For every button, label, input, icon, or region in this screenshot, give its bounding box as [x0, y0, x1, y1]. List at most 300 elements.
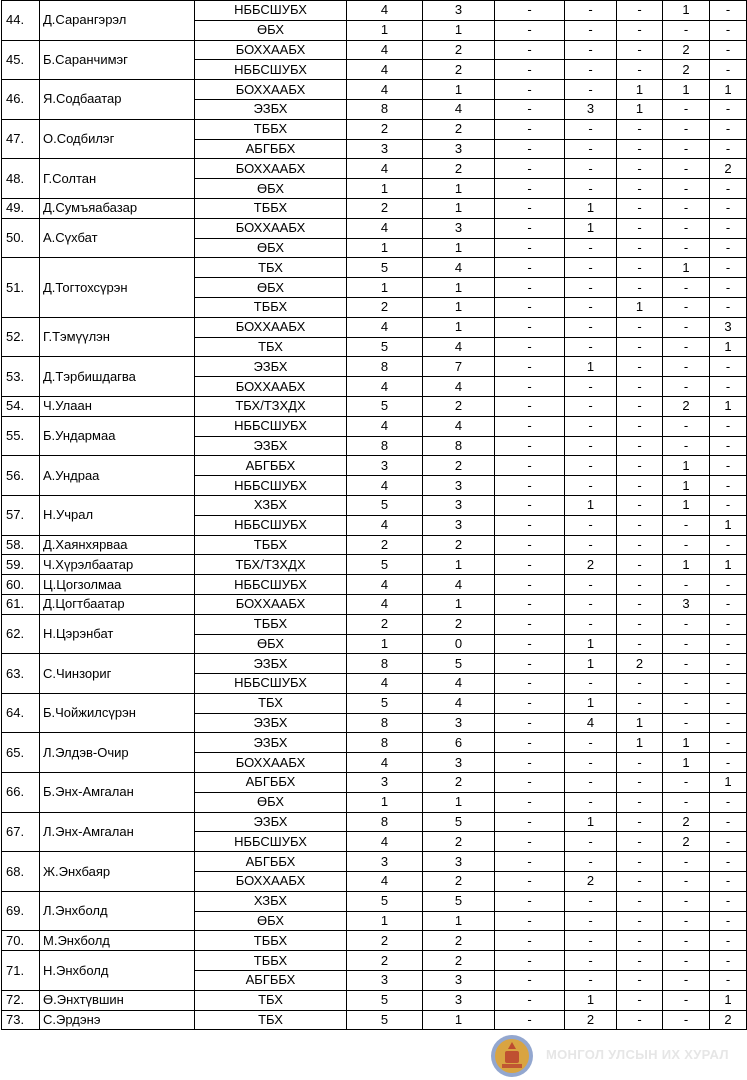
value-cell: - [495, 198, 565, 218]
value-cell: - [565, 238, 617, 258]
value-cell: - [710, 278, 747, 298]
value-cell: - [495, 357, 565, 377]
member-name: Д.Цогтбаатар [40, 594, 195, 614]
value-cell: - [663, 891, 710, 911]
value-cell: 2 [347, 614, 423, 634]
member-name: Д.Хаянхярваа [40, 535, 195, 555]
value-cell: 4 [423, 377, 495, 397]
table-row [2, 931, 747, 951]
value-cell: - [565, 852, 617, 872]
member-name: Н.Учрал [40, 495, 195, 535]
member-name: О.Содбилэг [40, 119, 195, 159]
value-cell: - [565, 594, 617, 614]
table-row [2, 575, 747, 595]
value-cell: 1 [423, 317, 495, 337]
value-cell: - [617, 377, 663, 397]
value-cell: - [663, 792, 710, 812]
value-cell: 1 [710, 337, 747, 357]
value-cell: - [617, 20, 663, 40]
committee-cell: БОХХААБХ [195, 872, 347, 892]
value-cell: - [710, 693, 747, 713]
value-cell: - [495, 238, 565, 258]
value-cell: 1 [423, 238, 495, 258]
member-name: Ч.Хүрэлбаатар [40, 555, 195, 575]
committee-cell: ТБХ [195, 258, 347, 278]
value-cell: 1 [710, 555, 747, 575]
value-cell: - [710, 297, 747, 317]
value-cell: 2 [565, 555, 617, 575]
member-name: Ч.Улаан [40, 396, 195, 416]
value-cell: 3 [347, 852, 423, 872]
row-number: 56. [2, 456, 40, 496]
table-row [2, 891, 747, 911]
value-cell: - [565, 971, 617, 991]
value-cell: - [495, 792, 565, 812]
row-number: 47. [2, 119, 40, 159]
value-cell: 4 [347, 416, 423, 436]
value-cell: 5 [347, 1010, 423, 1030]
value-cell: 5 [347, 693, 423, 713]
committee-cell: АБГББХ [195, 139, 347, 159]
value-cell: 8 [347, 654, 423, 674]
value-cell: 1 [617, 297, 663, 317]
value-cell: 1 [663, 555, 710, 575]
value-cell: - [617, 258, 663, 278]
committee-cell: ТББХ [195, 931, 347, 951]
value-cell: 1 [617, 99, 663, 119]
row-number: 70. [2, 931, 40, 951]
value-cell: 3 [423, 713, 495, 733]
member-name: Н.Цэрэнбат [40, 614, 195, 654]
value-cell: - [710, 377, 747, 397]
value-cell: 4 [347, 159, 423, 179]
value-cell: - [495, 456, 565, 476]
value-cell: - [565, 753, 617, 773]
value-cell: 5 [423, 891, 495, 911]
value-cell: - [617, 139, 663, 159]
committee-cell: БОХХААБХ [195, 317, 347, 337]
row-number: 52. [2, 317, 40, 357]
committee-cell: ӨБХ [195, 911, 347, 931]
member-name: М.Энхболд [40, 931, 195, 951]
value-cell: - [565, 436, 617, 456]
value-cell: - [710, 179, 747, 199]
row-number: 53. [2, 357, 40, 397]
value-cell: 1 [710, 773, 747, 793]
row-number: 49. [2, 198, 40, 218]
committee-cell: ЭЗБХ [195, 733, 347, 753]
value-cell: - [663, 179, 710, 199]
value-cell: 1 [423, 80, 495, 100]
value-cell: - [710, 357, 747, 377]
committee-cell: НББСШУБХ [195, 575, 347, 595]
value-cell: 4 [347, 515, 423, 535]
value-cell: - [663, 119, 710, 139]
value-cell: - [617, 753, 663, 773]
table-row [2, 80, 747, 100]
value-cell: - [617, 396, 663, 416]
committee-cell: ӨБХ [195, 179, 347, 199]
value-cell: - [565, 416, 617, 436]
state-emblem-icon [490, 1034, 534, 1078]
value-cell: - [565, 792, 617, 812]
table-row [2, 258, 747, 278]
value-cell: 1 [565, 357, 617, 377]
value-cell: - [617, 792, 663, 812]
value-cell: - [663, 674, 710, 694]
value-cell: - [495, 891, 565, 911]
value-cell: - [710, 594, 747, 614]
value-cell: 1 [423, 555, 495, 575]
value-cell: - [663, 693, 710, 713]
value-cell: 4 [347, 377, 423, 397]
value-cell: 1 [565, 654, 617, 674]
committee-cell: НББСШУБХ [195, 1, 347, 21]
value-cell: - [617, 238, 663, 258]
value-cell: 1 [347, 179, 423, 199]
value-cell: - [495, 990, 565, 1010]
value-cell: - [617, 693, 663, 713]
value-cell: - [495, 396, 565, 416]
value-cell: 1 [347, 20, 423, 40]
value-cell: - [565, 535, 617, 555]
value-cell: - [617, 416, 663, 436]
committee-cell: БОХХААБХ [195, 80, 347, 100]
value-cell: - [565, 337, 617, 357]
value-cell: 1 [565, 693, 617, 713]
value-cell: - [710, 476, 747, 496]
value-cell: - [565, 515, 617, 535]
row-number: 58. [2, 535, 40, 555]
value-cell: - [710, 495, 747, 515]
value-cell: - [710, 891, 747, 911]
value-cell: 1 [423, 278, 495, 298]
value-cell: - [663, 99, 710, 119]
member-name: Л.Элдэв-Очир [40, 733, 195, 773]
table-row [2, 198, 747, 218]
value-cell: - [617, 476, 663, 496]
value-cell: - [710, 119, 747, 139]
value-cell: - [495, 1, 565, 21]
value-cell: 1 [565, 634, 617, 654]
value-cell: - [495, 377, 565, 397]
value-cell: 5 [347, 990, 423, 1010]
committee-cell: ХЗБХ [195, 495, 347, 515]
value-cell: 3 [423, 852, 495, 872]
value-cell: - [565, 891, 617, 911]
value-cell: - [617, 971, 663, 991]
value-cell: - [495, 60, 565, 80]
value-cell: 4 [347, 575, 423, 595]
value-cell: 1 [663, 753, 710, 773]
value-cell: - [617, 337, 663, 357]
value-cell: 1 [663, 733, 710, 753]
value-cell: - [565, 456, 617, 476]
value-cell: 8 [347, 436, 423, 456]
value-cell: 2 [617, 654, 663, 674]
value-cell: 1 [347, 911, 423, 931]
value-cell: 5 [347, 396, 423, 416]
value-cell: 1 [617, 733, 663, 753]
value-cell: - [495, 832, 565, 852]
row-number: 69. [2, 891, 40, 931]
table-row [2, 852, 747, 872]
value-cell: 4 [423, 416, 495, 436]
value-cell: - [663, 575, 710, 595]
table-row [2, 693, 747, 713]
value-cell: - [495, 20, 565, 40]
member-name: Б.Энх-Амгалан [40, 773, 195, 813]
value-cell: 4 [347, 80, 423, 100]
value-cell: 2 [423, 456, 495, 476]
table-row [2, 159, 747, 179]
value-cell: 2 [565, 1010, 617, 1030]
committee-cell: АБГББХ [195, 456, 347, 476]
value-cell: - [710, 60, 747, 80]
value-cell: 8 [347, 733, 423, 753]
value-cell: 1 [423, 179, 495, 199]
value-cell: - [565, 674, 617, 694]
committee-cell: НББСШУБХ [195, 416, 347, 436]
value-cell: - [663, 159, 710, 179]
value-cell: 4 [423, 674, 495, 694]
value-cell: - [663, 297, 710, 317]
value-cell: - [617, 990, 663, 1010]
value-cell: 4 [347, 218, 423, 238]
value-cell: 3 [347, 971, 423, 991]
value-cell: 3 [423, 1, 495, 21]
value-cell: - [565, 317, 617, 337]
value-cell: 4 [423, 258, 495, 278]
value-cell: - [495, 911, 565, 931]
value-cell: - [495, 535, 565, 555]
value-cell: - [710, 535, 747, 555]
value-cell: - [495, 99, 565, 119]
table-row [2, 654, 747, 674]
committee-cell: ЭЗБХ [195, 436, 347, 456]
value-cell: - [565, 733, 617, 753]
value-cell: 1 [617, 80, 663, 100]
row-number: 59. [2, 555, 40, 575]
value-cell: - [495, 654, 565, 674]
committee-cell: ЭЗБХ [195, 713, 347, 733]
value-cell: 2 [423, 119, 495, 139]
committee-cell: НББСШУБХ [195, 476, 347, 496]
value-cell: - [495, 139, 565, 159]
value-cell: - [617, 317, 663, 337]
value-cell: - [617, 931, 663, 951]
value-cell: - [495, 872, 565, 892]
value-cell: - [495, 674, 565, 694]
value-cell: - [565, 911, 617, 931]
value-cell: - [565, 80, 617, 100]
value-cell: 4 [347, 594, 423, 614]
member-name: А.Сүхбат [40, 218, 195, 258]
value-cell: - [710, 753, 747, 773]
value-cell: 3 [423, 495, 495, 515]
value-cell: 2 [423, 535, 495, 555]
value-cell: - [710, 99, 747, 119]
value-cell: 4 [347, 317, 423, 337]
value-cell: 1 [423, 198, 495, 218]
value-cell: - [565, 278, 617, 298]
value-cell: 1 [663, 476, 710, 496]
committee-cell: ЭЗБХ [195, 812, 347, 832]
value-cell: - [495, 218, 565, 238]
value-cell: 0 [423, 634, 495, 654]
value-cell: - [710, 852, 747, 872]
committee-cell: ӨБХ [195, 278, 347, 298]
member-name: Ө.Энхтүвшин [40, 990, 195, 1010]
value-cell: 2 [663, 60, 710, 80]
committee-cell: ТБХ [195, 693, 347, 713]
table-row [2, 1010, 747, 1030]
table-row [2, 218, 747, 238]
table-row [2, 555, 747, 575]
committee-cell: ТБХ/ТЗХДХ [195, 555, 347, 575]
value-cell: 1 [347, 238, 423, 258]
value-cell: - [663, 436, 710, 456]
row-number: 48. [2, 159, 40, 199]
value-cell: 8 [347, 812, 423, 832]
value-cell: 4 [347, 1, 423, 21]
value-cell: - [565, 951, 617, 971]
member-name: Б.Ундармаа [40, 416, 195, 456]
row-number: 51. [2, 258, 40, 317]
row-number: 46. [2, 80, 40, 120]
value-cell: 2 [347, 951, 423, 971]
value-cell: - [617, 278, 663, 298]
value-cell: 3 [423, 515, 495, 535]
value-cell: - [710, 258, 747, 278]
value-cell: 1 [423, 792, 495, 812]
attendance-table [1, 0, 747, 1030]
value-cell: 1 [423, 911, 495, 931]
row-number: 55. [2, 416, 40, 456]
value-cell: 2 [347, 297, 423, 317]
value-cell: 1 [710, 990, 747, 1010]
table-row [2, 416, 747, 436]
value-cell: - [617, 773, 663, 793]
value-cell: 4 [347, 60, 423, 80]
value-cell: 4 [423, 693, 495, 713]
value-cell: 1 [347, 278, 423, 298]
row-number: 68. [2, 852, 40, 892]
value-cell: - [495, 278, 565, 298]
value-cell: - [663, 654, 710, 674]
value-cell: - [663, 951, 710, 971]
value-cell: - [495, 971, 565, 991]
value-cell: - [495, 753, 565, 773]
committee-cell: ТББХ [195, 951, 347, 971]
value-cell: - [495, 179, 565, 199]
value-cell: 2 [347, 931, 423, 951]
value-cell: 5 [347, 555, 423, 575]
table-row [2, 456, 747, 476]
value-cell: 2 [423, 872, 495, 892]
value-cell: - [495, 119, 565, 139]
value-cell: - [495, 258, 565, 278]
value-cell: - [565, 614, 617, 634]
committee-cell: ТБХ/ТЗХДХ [195, 396, 347, 416]
value-cell: - [710, 911, 747, 931]
value-cell: - [663, 614, 710, 634]
value-cell: - [565, 377, 617, 397]
member-name: Д.Сарангэрэл [40, 1, 195, 41]
value-cell: - [565, 179, 617, 199]
row-number: 50. [2, 218, 40, 258]
value-cell: 3 [663, 594, 710, 614]
committee-cell: НББСШУБХ [195, 674, 347, 694]
member-name: Н.Энхболд [40, 951, 195, 991]
value-cell: 2 [663, 396, 710, 416]
value-cell: 2 [423, 773, 495, 793]
value-cell: 2 [347, 535, 423, 555]
value-cell: - [663, 1010, 710, 1030]
table-row [2, 317, 747, 337]
value-cell: - [617, 634, 663, 654]
committee-cell: ТБХ [195, 990, 347, 1010]
value-cell: - [663, 773, 710, 793]
value-cell: - [663, 515, 710, 535]
member-name: А.Ундраа [40, 456, 195, 496]
value-cell: - [617, 456, 663, 476]
value-cell: - [710, 575, 747, 595]
value-cell: 8 [347, 357, 423, 377]
value-cell: - [663, 911, 710, 931]
committee-cell: БОХХААБХ [195, 753, 347, 773]
value-cell: - [565, 20, 617, 40]
committee-cell: БОХХААБХ [195, 377, 347, 397]
value-cell: - [710, 1, 747, 21]
value-cell: - [565, 119, 617, 139]
value-cell: - [617, 40, 663, 60]
value-cell: - [710, 971, 747, 991]
value-cell: - [495, 852, 565, 872]
table-row [2, 733, 747, 753]
committee-cell: ӨБХ [195, 792, 347, 812]
value-cell: 2 [710, 1010, 747, 1030]
value-cell: 2 [423, 60, 495, 80]
value-cell: 1 [617, 713, 663, 733]
value-cell: - [710, 832, 747, 852]
value-cell: 4 [347, 753, 423, 773]
value-cell: 1 [663, 80, 710, 100]
value-cell: - [663, 238, 710, 258]
value-cell: 3 [347, 456, 423, 476]
value-cell: - [495, 436, 565, 456]
value-cell: 1 [565, 812, 617, 832]
value-cell: - [495, 476, 565, 496]
value-cell: 2 [423, 931, 495, 951]
value-cell: - [565, 832, 617, 852]
value-cell: - [495, 634, 565, 654]
row-number: 65. [2, 733, 40, 773]
value-cell: - [495, 931, 565, 951]
committee-cell: ЭЗБХ [195, 99, 347, 119]
value-cell: 1 [663, 456, 710, 476]
value-cell: 2 [347, 119, 423, 139]
value-cell: 5 [347, 495, 423, 515]
value-cell: - [663, 278, 710, 298]
value-cell: - [617, 1010, 663, 1030]
value-cell: - [495, 812, 565, 832]
member-name: Я.Содбаатар [40, 80, 195, 120]
committee-cell: ТБХ [195, 1010, 347, 1030]
value-cell: - [565, 575, 617, 595]
value-cell: 1 [565, 990, 617, 1010]
value-cell: 3 [423, 476, 495, 496]
